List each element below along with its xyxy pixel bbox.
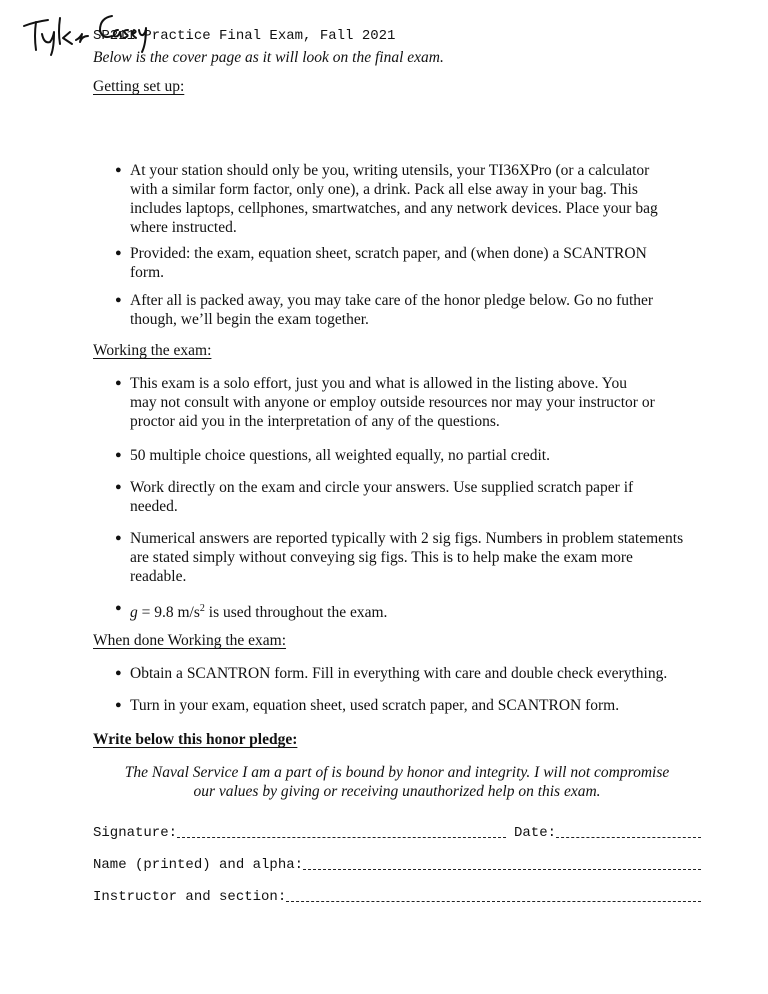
section-heading-setup: Getting set up: (93, 78, 185, 95)
list-item-text: where instructed. (130, 219, 237, 236)
bullet-icon: ● (115, 449, 122, 461)
name-row (93, 855, 701, 873)
list-item-text: Work directly on the exam and circle your answers. Use supplied scratch paper if (130, 479, 634, 496)
document-subtitle: Below is the cover page as it will look on the final exam. (93, 49, 444, 66)
bullet-icon: ● (115, 294, 122, 306)
bullet-icon: ● (115, 377, 122, 389)
gravity-symbol: g (130, 604, 138, 622)
name-field[interactable] (303, 855, 701, 870)
signature-label: Signature: (93, 825, 178, 841)
date-field[interactable] (556, 823, 701, 838)
gravity-rest: is used throughout the exam. (204, 604, 388, 622)
bullet-icon: ● (115, 532, 122, 544)
date-label: Date: (513, 825, 556, 841)
list-item-text: This exam is a solo effort, just you and what is allowed in the listing above. You (130, 375, 627, 392)
bullet-icon: ● (115, 602, 122, 614)
name-label: Name (printed) and alpha: (93, 857, 304, 873)
document-title: SP211 Practice Final Exam, Fall 2021 (93, 28, 396, 44)
list-item-text: 50 multiple choice questions, all weighted equally, no partial credit. (130, 447, 550, 464)
instructor-row (93, 887, 701, 905)
list-item-text: are stated simply without conveying sig figs. This is to help make the exam more (130, 549, 633, 566)
list-item-text: Obtain a SCANTRON form. Fill in everything with care and double check everything. (130, 665, 668, 682)
list-item-text: After all is packed away, you may take care of the honor pledge below. Go no futher (130, 292, 654, 309)
list-item-text: Numerical answers are reported typically with 2 sig figs. Numbers in problem statements (130, 530, 684, 547)
list-item-text: At your station should only be you, writing utensils, your TI36XPro (or a calculator (130, 162, 650, 179)
section-heading-working: Working the exam: (93, 342, 212, 359)
bullet-icon: ● (115, 699, 122, 711)
list-item-text: with a similar form factor, only one), a drink. Pack all else away in your bag. This (130, 181, 638, 198)
list-item-text: Turn in your exam, equation sheet, used scratch paper, and SCANTRON form. (130, 697, 620, 714)
list-item-text: may not consult with anyone or employ outside resources nor may your instructor or (130, 394, 655, 411)
signature-row (93, 823, 701, 841)
list-item-text: proctor aid you in the interpretation of any of the questions. (130, 413, 500, 430)
bullet-icon: ● (115, 667, 122, 679)
bullet-icon: ● (115, 247, 122, 259)
list-item-text: includes laptops, cellphones, smartwatches, and any network devices. Place your bag (130, 200, 658, 217)
list-item-text: though, we’ll begin the exam together. (130, 311, 369, 328)
list-item-text: Provided: the exam, equation sheet, scratch paper, and (when done) a SCANTRON (130, 245, 647, 262)
section-heading-when-done: When done Working the exam: (93, 632, 287, 649)
instructor-label: Instructor and section: (93, 889, 287, 905)
pledge-text: The Naval Service I am a part of is bound by honor and integrity. I will not compromise (124, 764, 670, 781)
signature-field[interactable] (177, 823, 506, 838)
bullet-icon: ● (115, 481, 122, 493)
list-item-text: form. (130, 264, 165, 281)
pledge-text: our values by giving or receiving unauthorized help on this exam. (193, 783, 601, 800)
instructor-field[interactable] (286, 887, 701, 902)
list-item-text: readable. (130, 568, 187, 585)
gravity-statement (130, 599, 387, 622)
gravity-value: = 9.8 m/s (137, 604, 200, 622)
pledge-heading: Write below this honor pledge: (93, 731, 298, 748)
list-item-text: needed. (130, 498, 178, 515)
gravity-exponent: 2 (199, 603, 205, 614)
bullet-icon: ● (115, 164, 122, 176)
